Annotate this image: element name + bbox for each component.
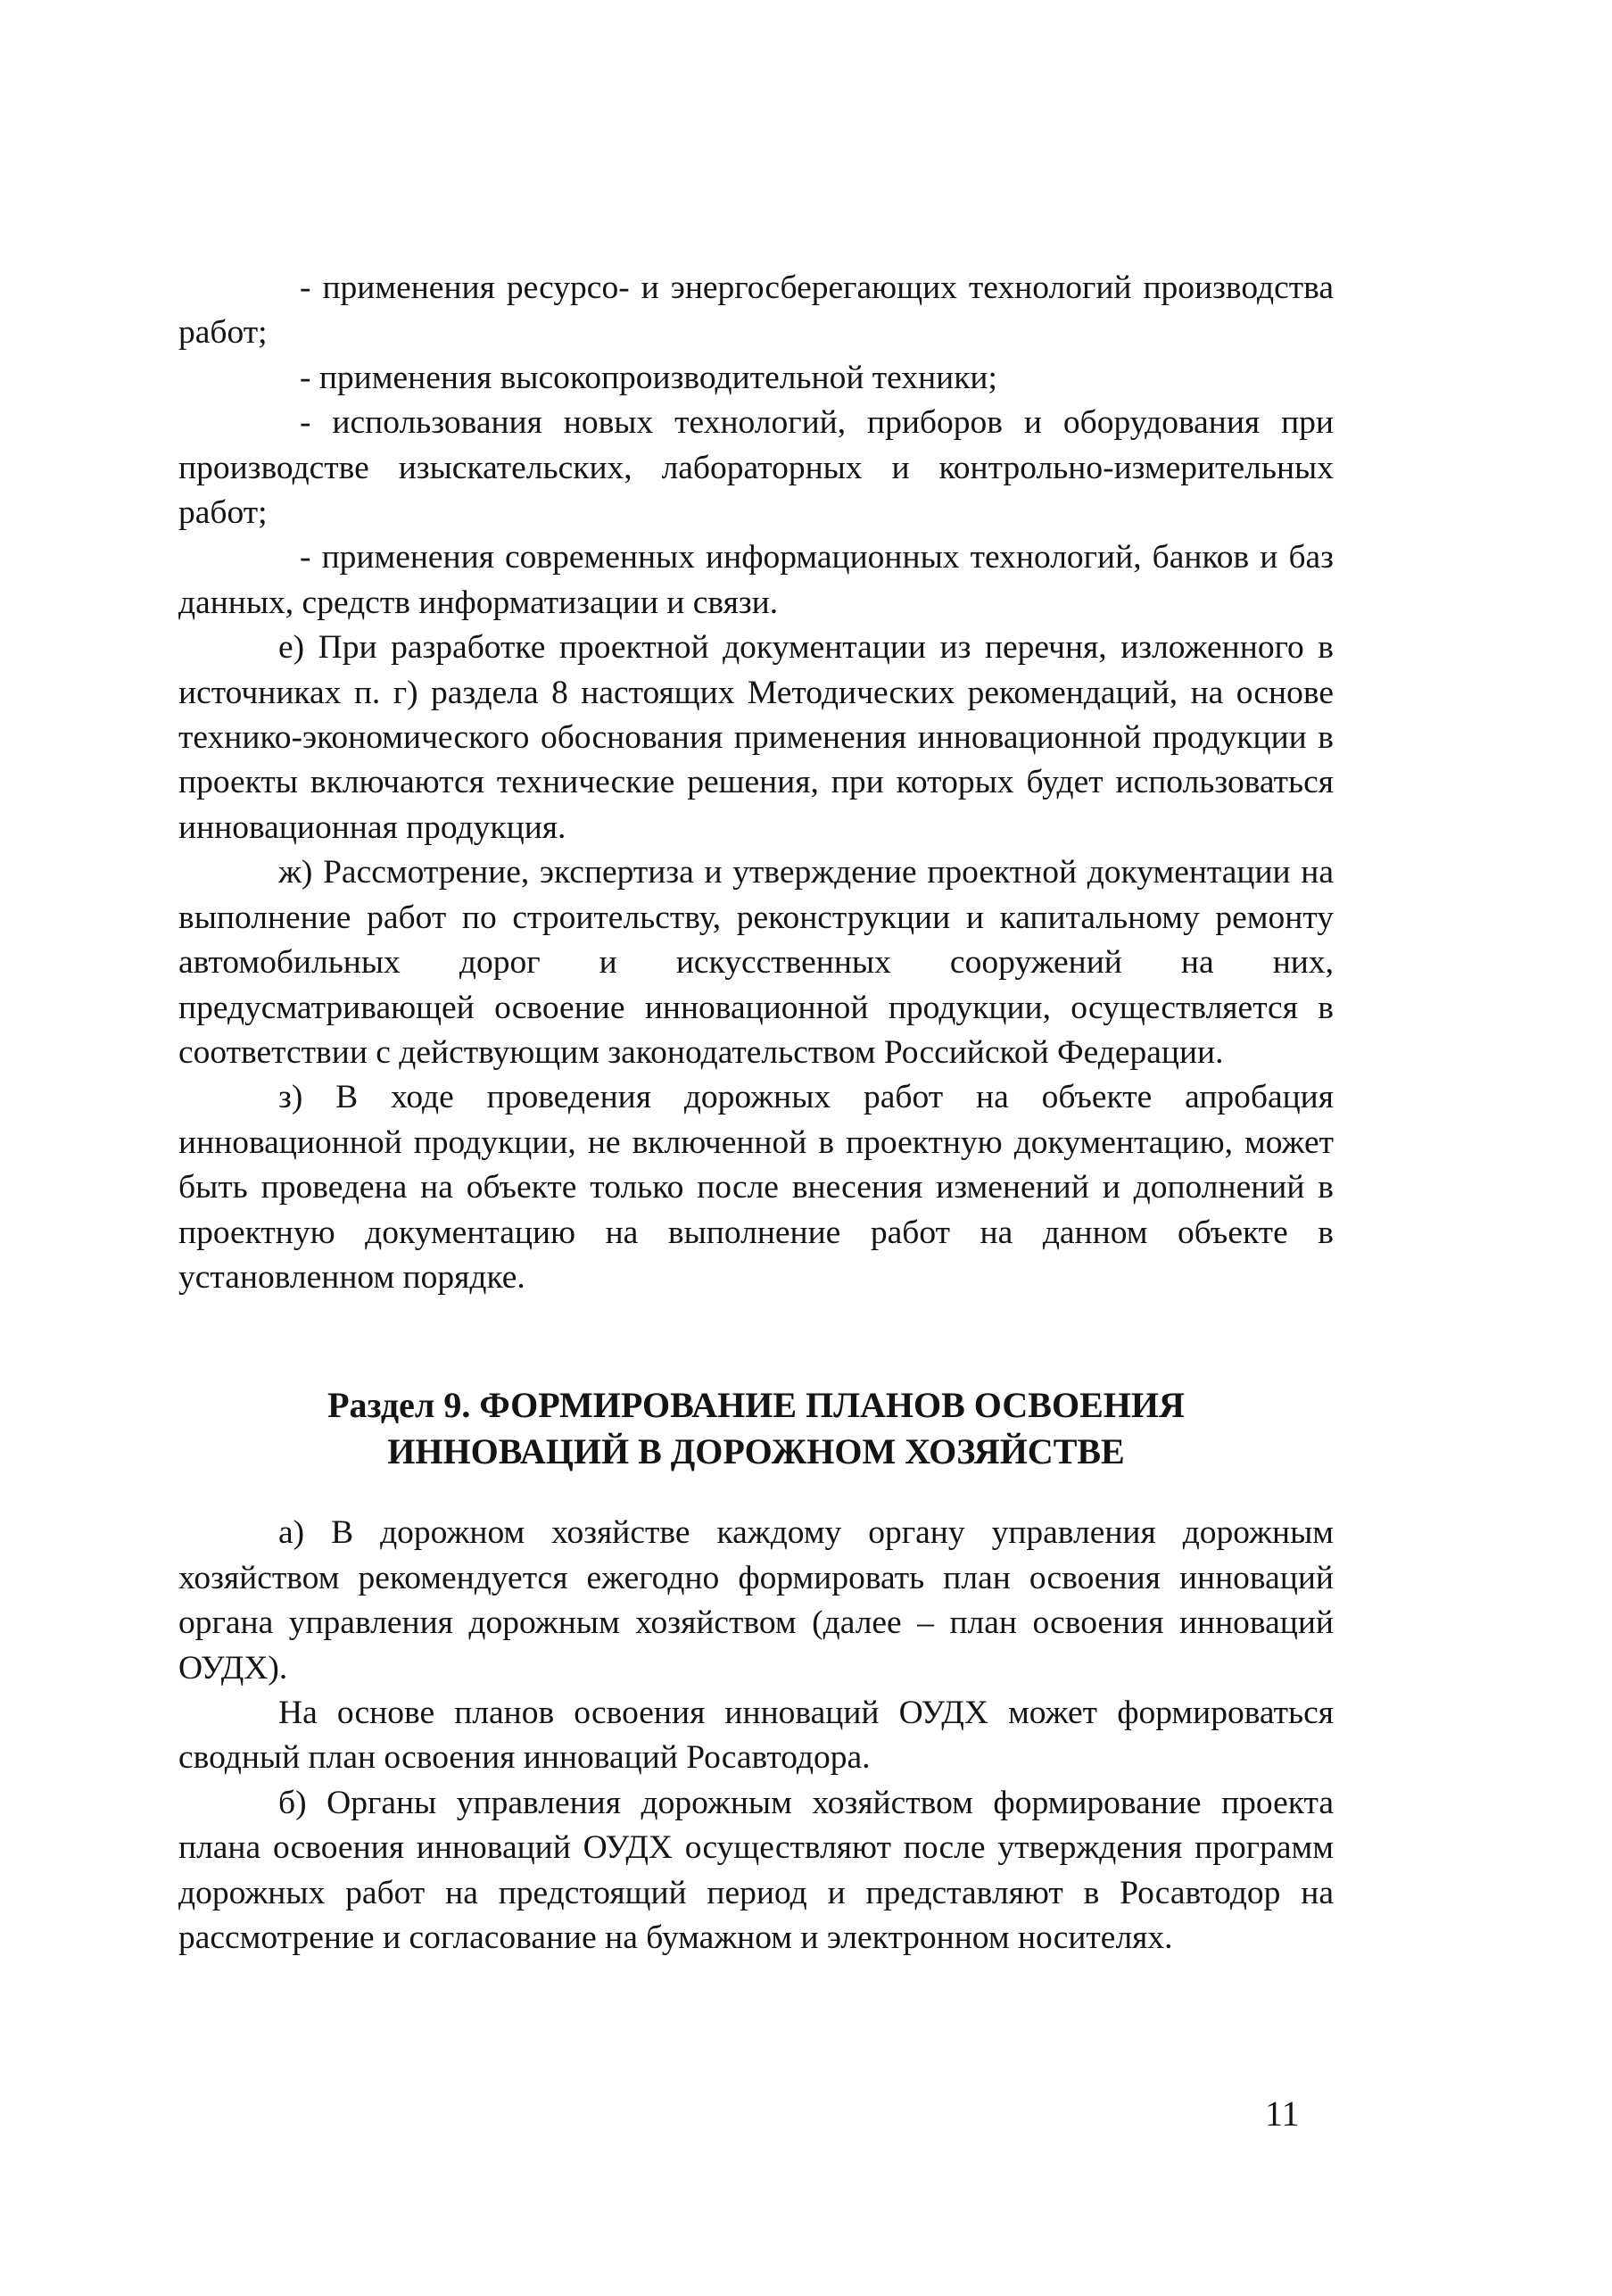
section-heading-line-1: Раздел 9. ФОРМИРОВАНИЕ ПЛАНОВ ОСВОЕНИЯ bbox=[327, 1385, 1185, 1426]
section-heading-line-2: ИННОВАЦИЙ В ДОРОЖНОМ ХОЗЯЙСТВЕ bbox=[387, 1431, 1125, 1472]
dash-item-new-technologies: - использования новых технологий, приборов и оборудования при производстве изыскательских, лабораторных и контрольно-измерительных работ; bbox=[178, 404, 1334, 532]
paragraph-item-zh: ж) Рассмотрение, экспертиза и утверждение проектной документации на выполнение работ по строительству, реконструкции и капитальному ремонту автомобильных дорог и искусственных сооружений на них, предусматривающей освоение инновационной продукции, осуществляется в соответствии с действующим законодательством Российской Федерации. bbox=[178, 854, 1334, 1071]
document-page bbox=[178, 266, 1334, 1960]
paragraph-item-a: а) В дорожном хозяйстве каждому органу управления дорожным хозяйством рекомендуется ежегодно формировать план освоения инноваций органа управления дорожным хозяйством (далее – план освоения инноваций ОУДХ). bbox=[178, 1514, 1334, 1687]
page-number: 11 bbox=[1265, 2093, 1300, 2134]
dash-item-resource-saving: - применения ресурсо- и энергосберегающих технологий производства работ; bbox=[178, 269, 1334, 352]
dash-item-information-technologies: - применения современных информационных технологий, банков и баз данных, средств информатизации и связи. bbox=[178, 539, 1334, 621]
paragraph-item-e: е) При разработке проектной документации из перечня, изложенного в источниках п. г) раздела 8 настоящих Методических рекомендаций, на основе технико-экономического обоснования применения инновационной продукции в проекты включаются технические решения, при которых будет использоваться инновационная продукция. bbox=[178, 629, 1334, 846]
paragraph-item-b: б) Органы управления дорожным хозяйством формирование проекта плана освоения инноваций ОУДХ осуществляют после утверждения программ дорожных работ на предстоящий период и представляют в Росавтодор на рассмотрение и согласование на бумажном и электронном носителях. bbox=[178, 1784, 1334, 1956]
section-heading bbox=[178, 1382, 1334, 1475]
dash-item-high-performance-equipment: - применения высокопроизводительной техники; bbox=[300, 359, 997, 396]
paragraph-summary-plan: На основе планов освоения инноваций ОУДХ может формироваться сводный план освоения инноваций Росавтодора. bbox=[178, 1694, 1334, 1777]
paragraph-item-z: з) В ходе проведения дорожных работ на объекте апробация инновационной продукции, не включенной в проектную документацию, может быть проведена на объекте только после внесения изменений и дополнений в проектную документацию на выполнение работ на данном объекте в установленном порядке. bbox=[178, 1079, 1334, 1296]
